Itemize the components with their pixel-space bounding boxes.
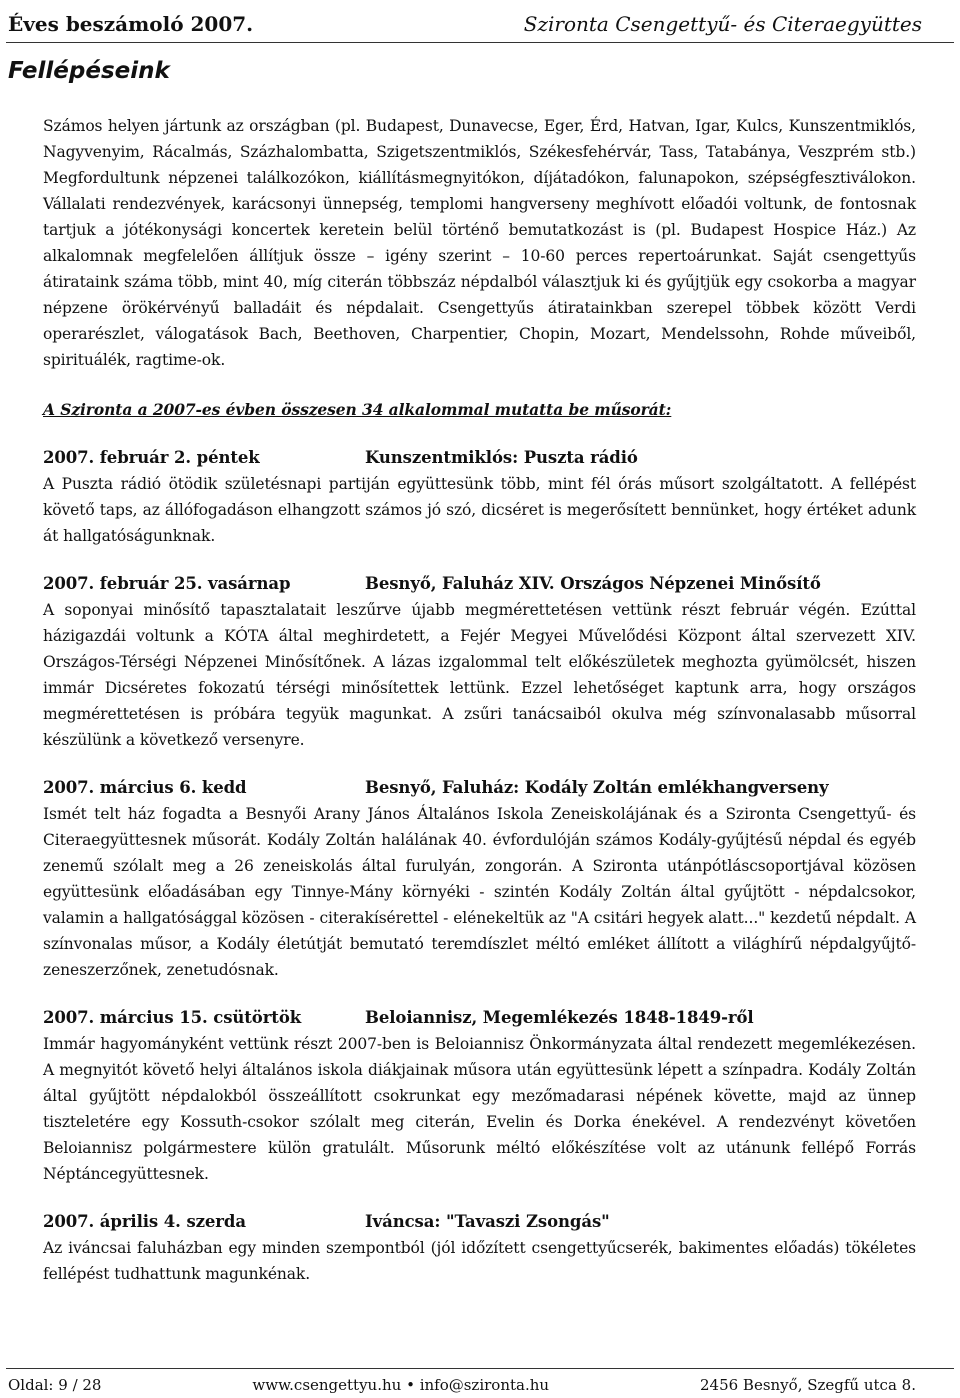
event-date: 2007. március 6. kedd xyxy=(43,778,247,797)
event-entry xyxy=(43,445,916,549)
event-title: Besnyő, Faluház: Kodály Zoltán emlékhangverseny xyxy=(365,778,829,797)
summary-heading: A Szironta a 2007-es évben összesen 34 alkalommal mutatta be műsorát: xyxy=(43,400,672,419)
event-heading xyxy=(43,1209,916,1235)
event-entry xyxy=(43,1209,916,1287)
header-ensemble-name: Szironta Csengettyű- és Citeraegyüttes xyxy=(523,12,922,36)
event-heading xyxy=(43,1005,916,1031)
event-title: Beloiannisz, Megemlékezés 1848-1849-ről xyxy=(365,1008,754,1027)
event-text: Ismét telt ház fogadta a Besnyői Arany János Általános Iskola Zeneiskolájának és a Szironta Csengettyű- és Citeraegyüttesnek műsorát. Kodály Zoltán halálának 40. évfordulóján számos Kodály-gyűjtésű népdal és egyéb zenemű szólalt meg a 26 zeneiskolás által furulyán, zongorán. A Szironta utánpótláscsoportjával közösen együttesünk előadásában egy Tinnye-Mány környéki - szintén Kodály Zoltán által gyűjtött - népdalcsokor, valamin a hallgatósággal közösen - citerakísérettel - elénekeltük az "A csitári hegyek alatt..." kezdetű népdalt. A színvonalas műsor, a Kodály életútját bemutató teremdíszlet méltó emléket állított a világhírű népdalgyűjtő-zeneszerzőnek, zenetudósnak. xyxy=(43,805,916,979)
footer-divider xyxy=(6,1368,954,1369)
event-title: Besnyő, Faluház XIV. Országos Népzenei Minősítő xyxy=(365,574,821,593)
event-title: Kunszentmiklós: Puszta rádió xyxy=(365,448,638,467)
page-header xyxy=(8,8,922,40)
event-date: 2007. április 4. szerda xyxy=(43,1212,246,1231)
event-heading xyxy=(43,775,916,801)
main-content xyxy=(43,113,916,1287)
event-date: 2007. február 25. vasárnap xyxy=(43,574,291,593)
header-report-title: Éves beszámoló 2007. xyxy=(8,12,254,36)
event-entry xyxy=(43,1005,916,1187)
event-entry xyxy=(43,571,916,753)
event-text: Az iváncsai faluházban egy minden szempontból (jól időzített csengettyűcserék, bakimentes előadás) tökéletes fellépést tudhattunk magunkénak. xyxy=(43,1239,916,1283)
page-footer xyxy=(8,1375,916,1395)
footer-contact: www.csengettyu.hu • info@szironta.hu xyxy=(252,1376,550,1394)
intro-paragraph: Számos helyen jártunk az országban (pl. Budapest, Dunavecse, Eger, Érd, Hatvan, Igar, Kulcs, Kunszentmiklós, Nagyvenyim, Rácalmás, Százhalombatta, Szigetszentmiklós, Székesfehérvár, Tass, Tatabánya, Veszprém stb.) Megfordultunk népzenei találkozókon, kiállításmegnyitókon, díjátadókon, falunapokon, szépségfesztiválokon. Vállalati rendezvények, karácsonyi ünnepség, templomi hangverseny meghívott előadói voltunk, de fontosnak tartjuk a jótékonysági koncertek keretein belül történő bemutatkozást is (pl. Budapest Hospice Ház.) Az alkalomnak megfelelően állítjuk össze – igény szerint – 10-60 perces repertoárunkat. Saját csengettyűs átirataink száma több, mint 40, míg citerán többszáz népdalból választjuk ki és gyűjtjük egy csokorba a magyar népzene örökérvényű balladáit és népdalait. Csengettyűs átiratainkban szerepel többek között Verdi operarészlet, válogatások Bach, Beethoven, Charpentier, Chopin, Mozart, Mendelssohn, Rohde műveiből, spirituálék, ragtime-ok. xyxy=(43,117,916,369)
header-divider xyxy=(6,42,954,43)
event-date: 2007. március 15. csütörtök xyxy=(43,1008,302,1027)
event-text: A Puszta rádió ötödik születésnapi partiján együttesünk több, mint fél órás műsort szolgáltatott. A fellépést követő taps, az állófogadáson elhangzott számos jó szó, dicséret is megerősített bennünket, hogy értéket adunk át hallgatóságunknak. xyxy=(43,475,916,545)
footer-address: 2456 Besnyő, Szegfű utca 8. xyxy=(699,1376,916,1394)
event-title: Iváncsa: "Tavaszi Zsongás" xyxy=(365,1212,610,1231)
event-date: 2007. február 2. péntek xyxy=(43,448,260,467)
event-heading xyxy=(43,445,916,471)
page-number: Oldal: 9 / 28 xyxy=(8,1376,102,1394)
event-text: Immár hagyományként vettünk részt 2007-ben is Beloiannisz Önkormányzata által rendezett megemlékezésen. A megnyitót követő helyi általános iskola diákjainak műsora után együttesünk lépett a színpadra. Kodály Zoltán által gyűjtött népdalokból összeállított csokrunkat egy mezőmadarasi népének követte, majd az ünnep tiszteletére egy Kossuth-csokor szólalt meg citerán, Evelin és Dorka énekével. A rendezvényt követően Beloiannisz polgármestere külön gratulált. Műsorunk méltó előkészítése volt az utánunk fellépő Forrás Néptáncegyüttesnek. xyxy=(43,1035,916,1183)
event-text: A soponyai minősítő tapasztalatait leszűrve újabb megmérettetésen vettünk részt február végén. Ezúttal házigazdái voltunk a KÓTA által meghirdetett, a Fejér Megyei Művelődési Központ által szervezett XIV. Országos-Térségi Népzenei Minősítőnek. A lázas izgalommal telt előkészületek meghozta gyümölcsét, hiszen immár Dicséretes fokozatú térségi minősítettek lettünk. Ezzel lehetőséget kaptunk arra, hogy országos megmérettetésen is próbára tegyük magunkat. A zsűri tanácsaiból okulva még színvonalasabb műsorral készülünk a következő versenyre. xyxy=(43,601,916,749)
event-entry xyxy=(43,775,916,983)
section-title: Fellépéseink xyxy=(8,58,170,84)
event-heading xyxy=(43,571,916,597)
